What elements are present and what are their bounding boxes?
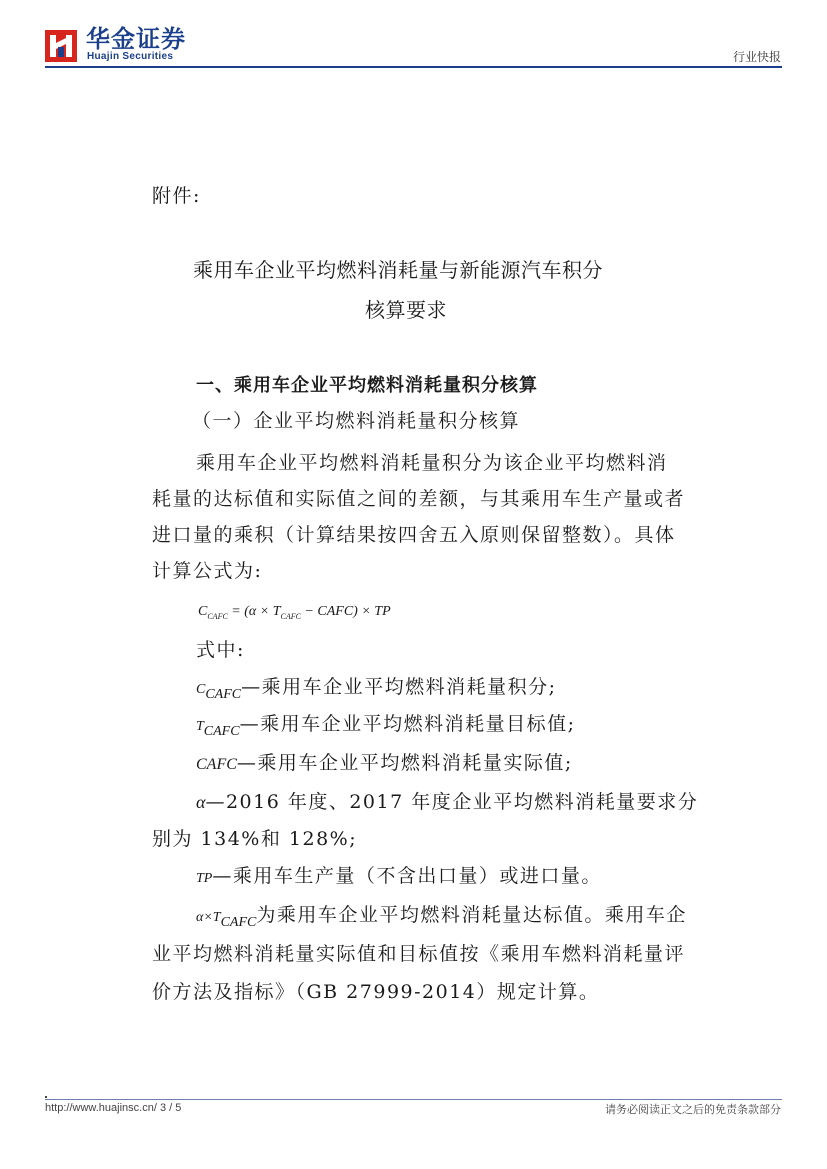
paragraph-line: 乘用车企业平均燃料消耗量积分为该企业平均燃料消 xyxy=(196,452,668,474)
page-header xyxy=(0,0,827,70)
variable-symbol: CAFC xyxy=(196,756,237,773)
attachment-label: 附件: xyxy=(152,185,201,207)
variable-subscript: CAFC xyxy=(220,914,257,930)
variable-symbol: T xyxy=(196,719,204,734)
paragraph-line: 价方法及指标》（GB 27999-2014）规定计算。 xyxy=(152,981,600,1003)
section-heading: 一、乘用车企业平均燃料消耗量积分核算 xyxy=(196,375,538,396)
huajin-logo-icon xyxy=(45,30,77,62)
paragraph-line xyxy=(196,903,687,935)
formula-part: − CAFC) × TP xyxy=(300,604,391,619)
subsection-heading: （一）企业平均燃料消耗量积分核算 xyxy=(192,410,521,432)
paragraph-line: 计算公式为: xyxy=(152,560,263,582)
footer-divider xyxy=(45,1099,782,1100)
paragraph-line: 业平均燃料消耗量实际值和目标值按《乘用车燃料消耗量评 xyxy=(152,943,686,965)
footer-disclaimer: 请务必阅读正文之后的免责条款部分 xyxy=(605,1103,781,1116)
formula-part: = (α × xyxy=(227,604,273,619)
definition-item xyxy=(196,712,575,744)
definition-text: —乘用车企业平均燃料消耗量目标值; xyxy=(239,713,576,735)
variable-symbol: TP xyxy=(196,871,213,886)
variable-subscript: CAFC xyxy=(205,686,242,702)
variable-symbol: α xyxy=(196,792,206,812)
document-title-line2: 核算要求 xyxy=(365,298,447,322)
company-name-cn: 华金证券 xyxy=(86,25,186,53)
definition-text: —乘用车企业平均燃料消耗量实际值; xyxy=(236,752,573,774)
definition-text: —乘用车企业平均燃料消耗量积分; xyxy=(241,676,557,698)
definition-item xyxy=(196,864,602,891)
paragraph-line: 耗量的达标值和实际值之间的差额，与其乘用车生产量或者 xyxy=(152,488,686,510)
document-title-line1: 乘用车企业平均燃料消耗量与新能源汽车积分 xyxy=(193,258,603,282)
paragraph-text: 为乘用车企业平均燃料消耗量达标值。乘用车企 xyxy=(256,904,687,926)
where-label: 式中: xyxy=(196,639,245,661)
definition-item xyxy=(196,751,573,777)
formula-symbol: T xyxy=(272,604,281,619)
definition-continuation: 别为 134%和 128%; xyxy=(152,828,358,850)
paragraph-line: 进口量的乘积（计算结果按四舍五入原则保留整数）。具体 xyxy=(152,524,676,546)
definition-text: —2016 年度、2017 年度企业平均燃料消耗量要求分 xyxy=(205,791,699,813)
report-type-label: 行业快报 xyxy=(732,50,781,64)
formula-subscript: CAFC xyxy=(207,611,228,621)
definition-item xyxy=(196,790,698,814)
variable-symbol: α×T xyxy=(196,910,221,925)
company-name-en: Huajin Securities xyxy=(87,51,174,62)
variable-symbol: C xyxy=(196,682,206,697)
footer-dot xyxy=(45,1096,47,1098)
definition-item xyxy=(196,675,557,707)
formula xyxy=(198,600,391,629)
formula-subscript: CAFC xyxy=(280,611,301,621)
footer-url[interactable]: http://www.huajinsc.cn/ 3 / 5 xyxy=(45,1102,182,1114)
definition-text: —乘用车生产量（不含出口量）或进口量。 xyxy=(212,865,602,887)
formula-symbol: C xyxy=(198,604,208,619)
variable-subscript: CAFC xyxy=(203,723,240,739)
header-divider xyxy=(45,66,782,68)
